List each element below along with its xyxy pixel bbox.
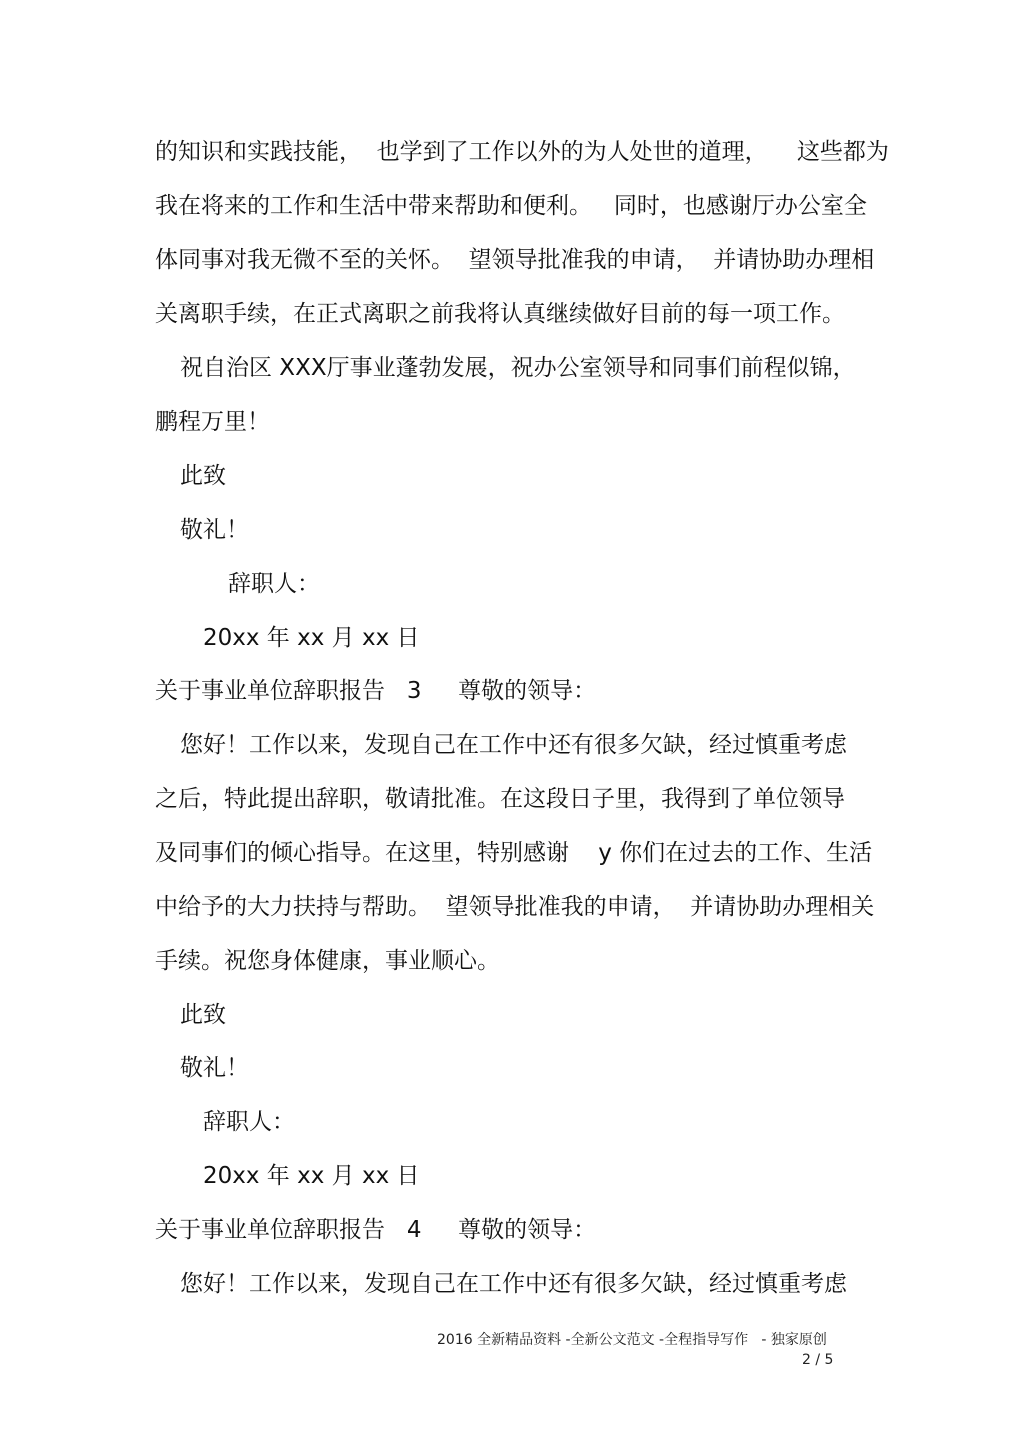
closing-salutation: 此致 [180,1002,226,1028]
section-heading: 关于事业单位辞职报告 4 尊敬的领导： [155,1217,597,1243]
text-line: 体同事对我无微不至的关怀。 望领导批准我的申请， 并请协助办理相 [155,247,875,273]
closing-regards: 敬礼！ [180,1055,249,1081]
closing-regards: 敬礼！ [180,517,249,543]
text-line: 中给予的大力扶持与帮助。 望领导批准我的申请， 并请协助办理相关 [155,894,875,920]
section-heading: 关于事业单位辞职报告 3 尊敬的领导： [155,678,597,704]
closing-salutation: 此致 [180,463,226,489]
text-line: 鹏程万里！ [155,409,270,435]
signature-label: 辞职人： [228,571,320,597]
text-line: 之后，特此提出辞职，敬请批准。在这段日子里，我得到了单位领导 [155,786,845,812]
text-line: 关离职手续，在正式离职之前我将认真继续做好目前的每一项工作。 [155,301,845,327]
text-line: 手续。祝您身体健康，事业顺心。 [155,948,500,974]
text-line: 及同事们的倾心指导。在这里，特别感谢 y 你们在过去的工作、生活 [155,840,873,866]
signature-label: 辞职人： [203,1109,295,1135]
text-line: 您好！工作以来，发现自己在工作中还有很多欠缺，经过慎重考虑 [180,732,847,758]
text-line: 祝自治区 XXX厅事业蓬勃发展，祝办公室领导和同事们前程似锦， [180,355,856,381]
page-number: 2 / 5 [802,1352,834,1368]
footer-caption: 2016 全新精品资料 -全新公文范文 -全程指导写作 - 独家原创 [437,1332,827,1348]
date-line: 20xx 年 xx 月 xx 日 [203,625,420,651]
text-line: 的知识和实践技能， 也学到了工作以外的为人处世的道理， 这些都为 [155,139,889,165]
text-line: 您好！工作以来，发现自己在工作中还有很多欠缺，经过慎重考虑 [180,1271,847,1297]
date-line: 20xx 年 xx 月 xx 日 [203,1163,420,1189]
text-line: 我在将来的工作和生活中带来帮助和便利。 同时，也感谢厅办公室全 [155,193,867,219]
